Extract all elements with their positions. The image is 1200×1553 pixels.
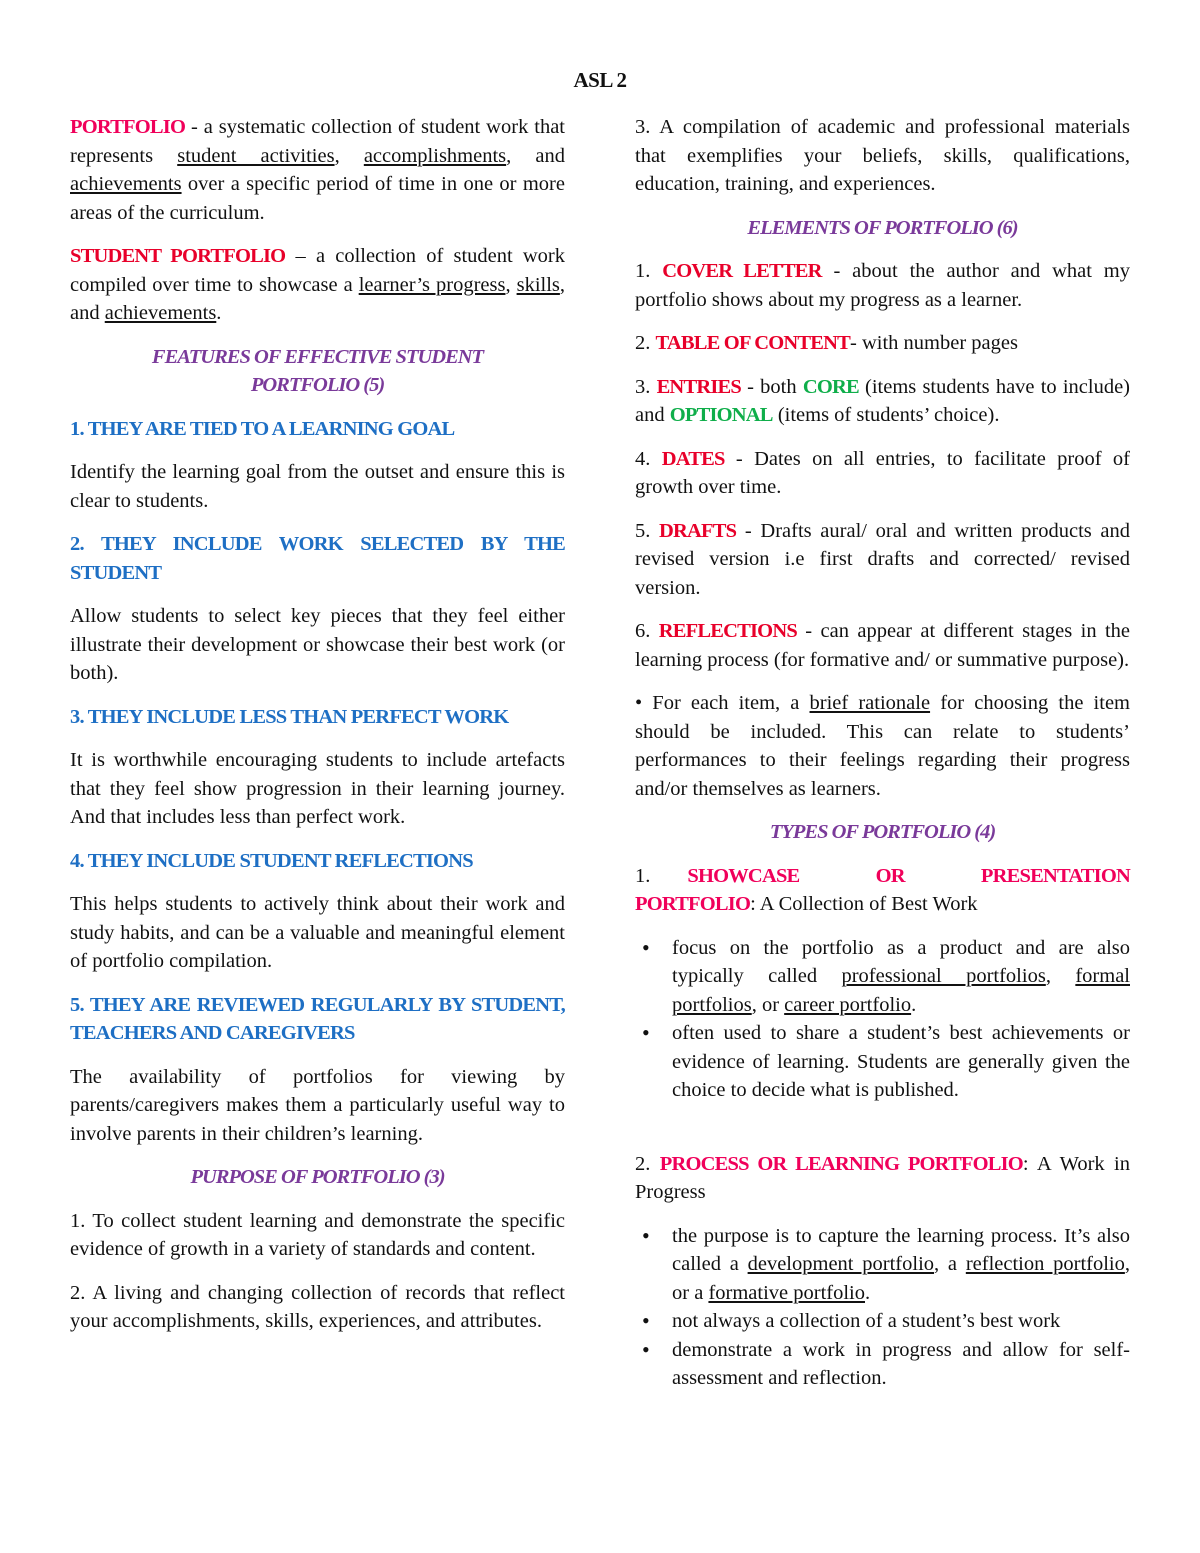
term-dates: DATES (661, 447, 725, 470)
page-title: ASL 2 (573, 68, 627, 92)
types-heading: TYPES OF PORTFOLIO (4) (769, 821, 996, 843)
rationale-note: • For each item, a brief rationale for choosing the item should be included. This can relate to students’ performances to their feelings regarding their progress and/or themselves as learners. (635, 692, 1130, 800)
feature-heading: 2. THEY INCLUDE WORK SELECTED BY THE STUDENT (70, 533, 565, 584)
features-heading: FEATURES OF EFFECTIVE STUDENT PORTFOLIO (5) (151, 345, 484, 396)
element-item: 3. ENTRIES - both CORE (items students have to include) and OPTIONAL (items of students’ choice). (635, 375, 1130, 426)
element-item: 5. DRAFTS - Drafts aural/ oral and written products and revised version i.e first drafts and corrected/ revised version. (635, 519, 1130, 599)
purpose-item: 1. To collect student learning and demonstrate the specific evidence of growth in a variety of standards and content. (70, 1209, 565, 1260)
purpose-item: 3. A compilation of academic and professional materials that exemplifies your beliefs, skills, qualifications, education, training, and experiences. (635, 116, 1130, 195)
feature-heading: 5. THEY ARE REVIEWED REGULARLY BY STUDENT, TEACHERS AND CAREGIVERS (70, 993, 565, 1044)
term-cover-letter: COVER LETTER (662, 260, 822, 282)
type-heading: 2. PROCESS OR LEARNING PORTFOLIO: A Work in Progress (635, 1152, 1131, 1203)
type-bullet-list (635, 1222, 1130, 1393)
type-bullet-list (635, 934, 1130, 1105)
term-table-of-content: TABLE OF CONTENT (655, 332, 851, 354)
term-drafts: DRAFTS (659, 519, 737, 542)
feature-text: Allow students to select key pieces that they feel either illustrate their development or showcase their best work (or both). (70, 605, 565, 684)
left-column (70, 113, 565, 1351)
element-item: 6. REFLECTIONS - can appear at different stages in the learning process (for formative and/ or summative purpose). (635, 620, 1130, 671)
right-column (635, 113, 1130, 1408)
element-item: 4. DATES - Dates on all entries, to facilitate proof of growth over time. (635, 447, 1131, 498)
term-student-portfolio: STUDENT PORTFOLIO (70, 245, 286, 267)
portfolio-definition: PORTFOLIO - a systematic collection of student work that represents student activities, accomplishments, and achievements over a specific period of time in one or more areas of the curriculum. (70, 116, 565, 224)
purpose-item: 2. A living and changing collection of records that reflect your accomplishments, skills, experiences, and attributes. (70, 1281, 565, 1332)
term-portfolio: PORTFOLIO (70, 116, 186, 138)
term-process-portfolio: PROCESS OR LEARNING PORTFOLIO (659, 1152, 1023, 1175)
term-entries: ENTRIES (656, 375, 741, 398)
element-item: 2. TABLE OF CONTENT- with number pages (635, 332, 1018, 354)
purpose-heading: PURPOSE OF PORTFOLIO (3) (190, 1166, 445, 1188)
term-core: CORE (802, 375, 859, 398)
term-optional: OPTIONAL (669, 404, 773, 426)
feature-heading: 1. THEY ARE TIED TO A LEARNING GOAL (70, 417, 455, 440)
list-item: • often used to share a student’s best achievements or evidence of learning. Students are generally given the choice to decide what is published. (672, 1019, 1130, 1105)
list-item: • not always a collection of a student’s best work (672, 1307, 1130, 1336)
feature-text: It is worthwhile encouraging students to include artefacts that they feel show progression in their learning journey. And that includes less than perfect work. (70, 749, 565, 828)
feature-text: Identify the learning goal from the outset and ensure this is clear to students. (70, 461, 565, 512)
term-reflections: REFLECTIONS (658, 620, 797, 642)
element-item: 1. COVER LETTER - about the author and what my portfolio shows about my progress as a learner. (635, 260, 1130, 311)
student-portfolio-definition: STUDENT PORTFOLIO – a collection of student work compiled over time to showcase a learner’s progress, skills, and achievements. (70, 245, 566, 324)
list-item: • demonstrate a work in progress and allow for self-assessment and reflection. (672, 1336, 1130, 1393)
list-item: • focus on the portfolio as a product and are also typically called professional portfolios, formal portfolios, or career portfolio. (672, 934, 1130, 1020)
feature-text: This helps students to actively think about their work and study habits, and can be a valuable and meaningful element of portfolio compilation. (70, 893, 565, 972)
feature-heading: 3. THEY INCLUDE LESS THAN PERFECT WORK (70, 705, 509, 728)
elements-heading: ELEMENTS OF PORTFOLIO (6) (747, 216, 1018, 239)
type-heading: 1. SHOWCASE OR PRESENTATION PORTFOLIO: A Collection of Best Work (635, 864, 1131, 915)
term-showcase-portfolio: SHOWCASE OR PRESENTATION PORTFOLIO (635, 864, 1131, 915)
list-item: • the purpose is to capture the learning process. It’s also called a development portfolio, a reflection portfolio, or a formative portfolio. (672, 1222, 1130, 1308)
feature-text: The availability of portfolios for viewing by parents/caregivers makes them a particularly useful way to involve parents in their children’s learning. (70, 1065, 565, 1145)
spacer (635, 1120, 1130, 1150)
feature-heading: 4. THEY INCLUDE STUDENT REFLECTIONS (70, 849, 473, 872)
